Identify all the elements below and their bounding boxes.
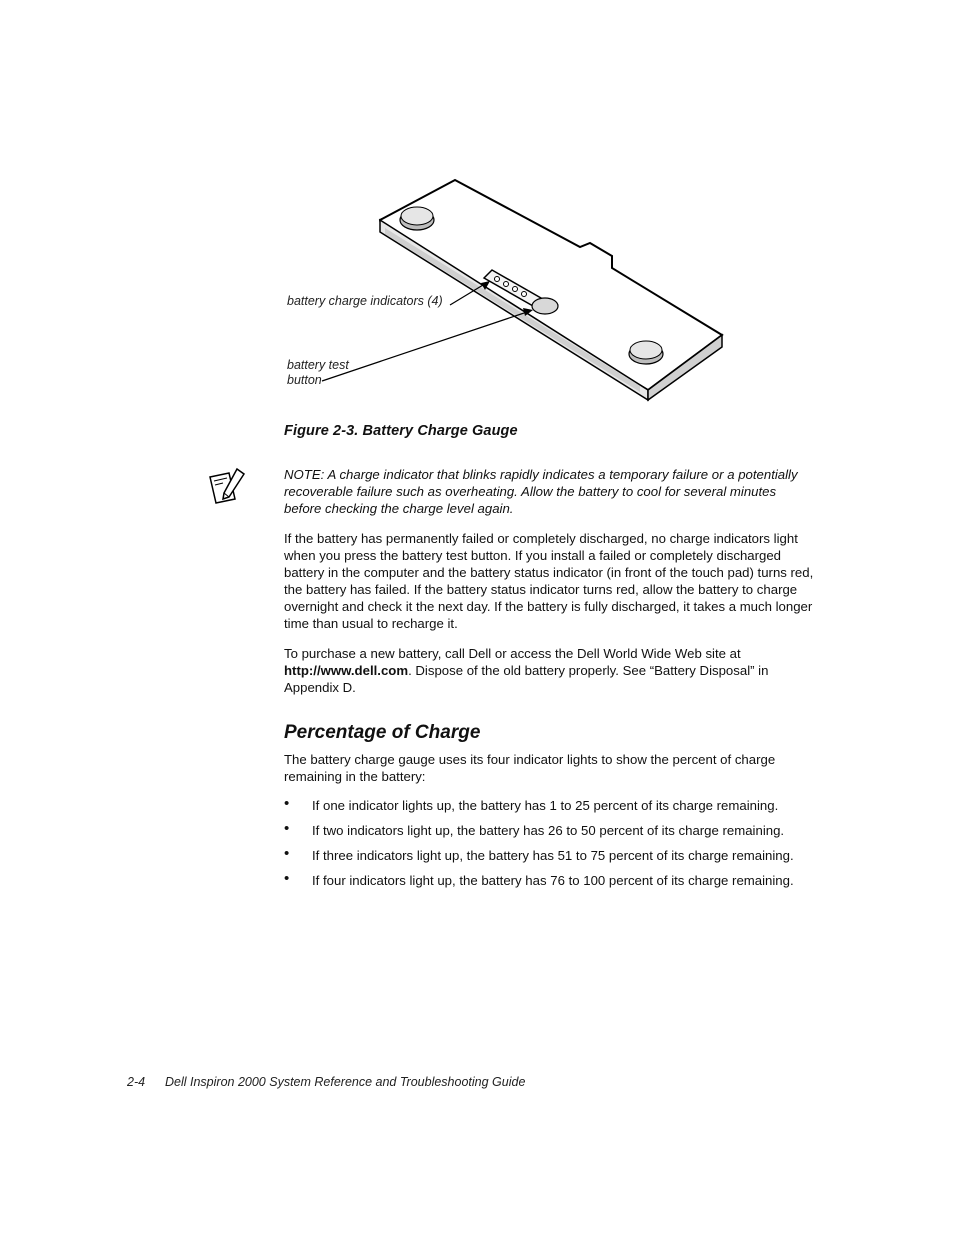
bullet-icon: •: [284, 795, 290, 812]
bullet-icon: •: [284, 845, 290, 862]
section-intro: The battery charge gauge uses its four indicator lights to show the percent of charge remaining in the battery:: [284, 752, 776, 784]
figure-caption: Figure 2-3. Battery Charge Gauge: [284, 423, 518, 439]
list-item: [284, 872, 824, 889]
list-item: [284, 847, 824, 864]
dell-website-link[interactable]: http://www.dell.com: [284, 663, 409, 678]
bullet-icon: •: [284, 820, 290, 837]
paragraph-battery-failure: If the battery has permanently failed or completely discharged, no charge indicators light when you press the battery test button. If you install a failed or completely discharged battery in the computer and the battery status indicator (in front of the touch pad) turns red, the battery has failed. If the battery status indicator turns red, allow the battery to charge overnight and check it the next day. If the battery is fully discharged, it takes a much longer time than usual to recharge it.: [284, 531, 814, 631]
note-pencil-icon: [207, 467, 247, 505]
purchase-text-after: . Dispose of the old battery properly. See “Battery Disposal” in Appendix D.: [284, 663, 769, 695]
charge-percentage-list: [284, 797, 824, 897]
paragraph-purchase-battery: [284, 645, 814, 696]
list-item: [284, 822, 824, 839]
list-item-text: If two indicators light up, the battery has 26 to 50 percent of its charge remaining.: [312, 823, 785, 838]
callout-battery-charge-indicators: battery charge indicators (4): [287, 294, 443, 308]
footer-title: Dell Inspiron 2000 System Reference and Troubleshooting Guide: [165, 1075, 526, 1089]
list-item: [284, 797, 824, 814]
page-number: 2-4: [127, 1075, 146, 1089]
page-footer: [127, 1075, 525, 1089]
list-item-text: If four indicators light up, the battery has 76 to 100 percent of its charge remaining.: [312, 873, 794, 888]
bullet-icon: •: [284, 870, 290, 887]
list-item-text: If three indicators light up, the battery has 51 to 75 percent of its charge remaining.: [312, 848, 794, 863]
callout-battery-test-button: battery test button: [287, 358, 349, 387]
note-text: NOTE: A charge indicator that blinks rapidly indicates a temporary failure or a potentially recoverable failure such as overheating. Allow the battery to cool for several minutes before checking the charge level again.: [284, 467, 798, 516]
purchase-text-before: To purchase a new battery, call Dell or access the Dell World Wide Web site at: [284, 646, 741, 661]
list-item-text: If one indicator lights up, the battery has 1 to 25 percent of its charge remaining.: [312, 798, 779, 813]
section-heading: Percentage of Charge: [284, 722, 481, 743]
